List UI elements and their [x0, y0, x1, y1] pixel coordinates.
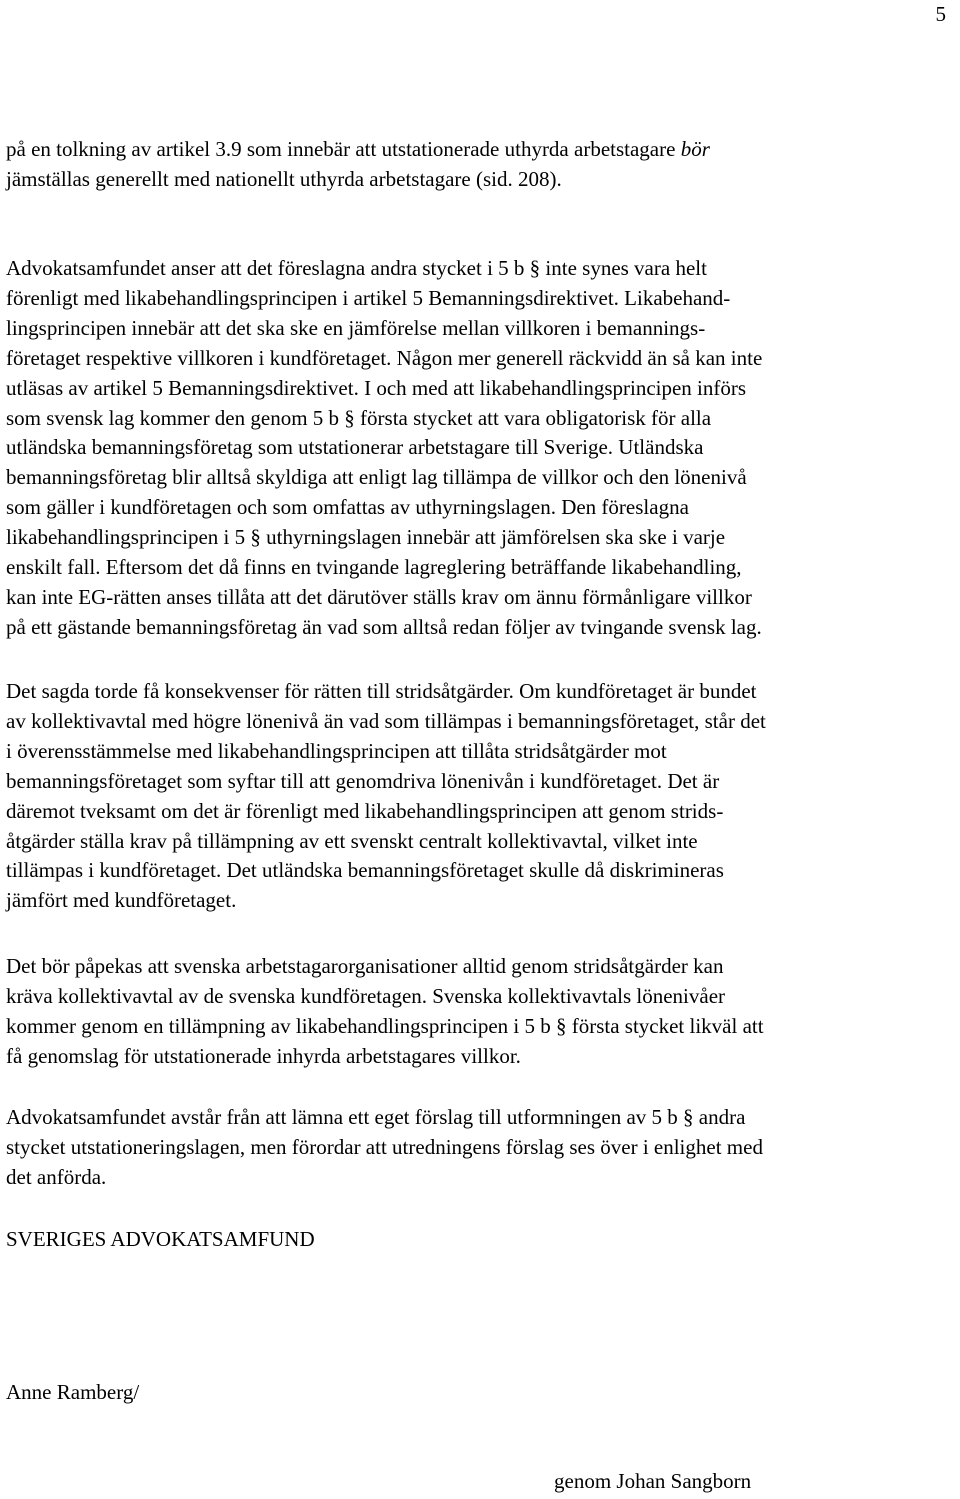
text-line — [6, 344, 956, 374]
text-line — [6, 1012, 956, 1042]
text-segment: företaget respektive villkoren i kundföretaget. Någon mer generell räckvidd än så kan inte — [6, 345, 763, 370]
text-line — [6, 1163, 956, 1193]
text-line — [6, 583, 956, 613]
text-line — [6, 1042, 956, 1072]
text-line — [6, 886, 956, 916]
text-segment: som svensk lag kommer den genom 5 b § första stycket att vara obligatorisk för alla — [6, 405, 712, 430]
text-segment: Advokatsamfundet anser att det föreslagna andra stycket i 5 b § inte synes vara helt — [6, 256, 707, 280]
text-line — [6, 1133, 956, 1163]
text-segment: enskilt fall. Eftersom det då finns en tvingande lagreglering beträffande likabehandling, — [6, 555, 742, 580]
organization-name: SVERIGES ADVOKATSAMFUND — [6, 1227, 315, 1251]
text-line — [6, 952, 956, 982]
text-line — [6, 314, 956, 344]
paragraph — [6, 677, 956, 916]
paragraph — [6, 1103, 956, 1193]
text-segment: på en tolkning av artikel 3.9 som innebär att utstationerade uthyrda arbetstagare — [6, 137, 681, 161]
emphasis-text: bör — [680, 137, 710, 161]
text-line — [6, 613, 956, 643]
text-line — [6, 707, 956, 737]
text-line — [6, 856, 956, 886]
text-segment: Advokatsamfundet avstår från att lämna ett eget förslag till utformningen av 5 b § andra — [6, 1105, 746, 1129]
text-segment: Det sagda torde få konsekvenser för rätten till stridsåtgärder. Om kundföretaget är bundet — [6, 679, 757, 703]
text-segment: Det bör påpekas att svenska arbetstagarorganisationer alltid genom stridsåtgärder kan — [6, 954, 724, 978]
text-segment: i överensstämmelse med likabehandlingsprincipen att tillåta stridsåtgärder mot — [6, 738, 667, 763]
text-segment: stycket utstationeringslagen, men förordar att utredningens förslag ses över i enlighet med — [6, 1134, 763, 1159]
text-segment: lingsprincipen innebär att det ska ske en jämförelse mellan villkoren i bemannings- — [6, 315, 706, 340]
text-line — [6, 254, 956, 284]
text-line — [6, 433, 956, 463]
text-segment: kräva kollektivavtal av de svenska kundföretagen. Svenska kollektivavtals lönenivåer — [6, 983, 726, 1008]
paragraph — [6, 254, 956, 643]
text-line — [6, 797, 956, 827]
text-line — [6, 553, 956, 583]
paragraph — [6, 952, 956, 1072]
text-segment: likabehandlingsprincipen i 5 § uthyrningslagen innebär att jämförelsen ska ske i varje — [6, 525, 726, 550]
text-segment: utländska bemanningsföretag som utstationerar arbetstagare till Sverige. Utländska — [6, 435, 704, 460]
text-segment: av kollektivavtal med högre lönenivå än vad som tillämpas i bemanningsföretaget, står det — [6, 708, 766, 733]
text-segment: kommer genom en tillämpning av likabehandlingsprincipen i 5 b § första stycket likväl att — [6, 1013, 764, 1038]
by-line: genom Johan Sangborn — [554, 1469, 752, 1493]
text-line — [6, 677, 956, 707]
text-segment: få genomslag för utstationerade inhyrda arbetstagares villkor. — [6, 1043, 521, 1068]
text-segment: på ett gästande bemanningsföretag än vad som alltså redan följer av tvingande svensk lag. — [6, 614, 762, 639]
text-line — [6, 493, 956, 523]
text-segment: jämställas generellt med nationellt uthyrda arbetstagare (sid. 208). — [6, 166, 562, 191]
text-segment: jämfört med kundföretaget. — [6, 888, 237, 913]
text-line — [6, 982, 956, 1012]
signer-name: Anne Ramberg/ — [6, 1380, 140, 1404]
text-segment: det anförda. — [6, 1164, 107, 1189]
text-segment: åtgärder ställa krav på tillämpning av ett svenskt centralt kollektivavtal, vilket inte — [6, 828, 698, 853]
text-line — [6, 374, 956, 404]
text-line — [6, 404, 956, 434]
text-line — [6, 737, 956, 767]
page-number: 5 — [935, 2, 946, 26]
text-segment: tillämpas i kundföretaget. Det utländska bemanningsföretaget skulle då diskrimineras — [6, 858, 724, 883]
text-line — [6, 135, 956, 165]
paragraph — [6, 135, 956, 195]
text-segment: kan inte EG-rätten anses tillåta att det därutöver ställs krav om ännu förmånligare villkor — [6, 584, 752, 609]
text-line — [6, 463, 956, 493]
text-segment: som gäller i kundföretagen och som omfattas av uthyrningslagen. Den föreslagna — [6, 495, 689, 520]
text-line — [6, 523, 956, 553]
text-line — [6, 827, 956, 857]
text-segment: bemanningsföretag blir alltså skyldiga att enligt lag tillämpa de villkor och den lönenivå — [6, 465, 747, 490]
text-segment: bemanningsföretaget som syftar till att genomdriva lönenivån i kundföretaget. Det är — [6, 768, 720, 793]
text-segment: förenligt med likabehandlingsprincipen i artikel 5 Bemanningsdirektivet. Likabehand- — [6, 285, 731, 310]
text-line — [6, 1103, 956, 1133]
text-segment: utläsas av artikel 5 Bemanningsdirektivet. I och med att likabehandlingsprincipen införs — [6, 375, 747, 400]
text-segment: däremot tveksamt om det är förenligt med likabehandlingsprincipen att genom strids- — [6, 798, 724, 823]
text-line — [6, 767, 956, 797]
text-line — [6, 284, 956, 314]
text-line — [6, 165, 956, 195]
